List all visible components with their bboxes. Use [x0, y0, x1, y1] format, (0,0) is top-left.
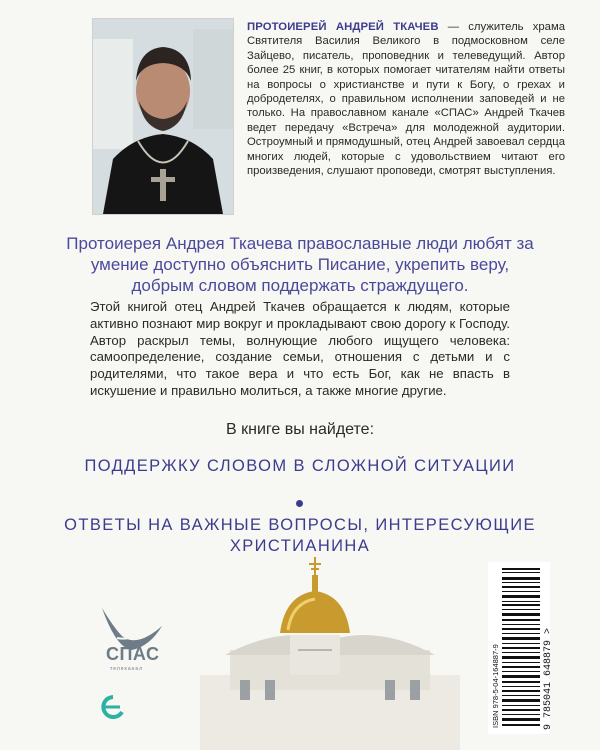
author-bio [247, 20, 565, 178]
author-photo [92, 18, 234, 215]
feature-answers [0, 515, 600, 557]
feature-support-text: ПОДДЕРЖКУ СЛОВОМ В СЛОЖНОЙ СИТУАЦИИ [84, 457, 516, 475]
author-name: ПРОТОИЕРЕЙ АНДРЕЙ ТКАЧЕВ [247, 21, 439, 33]
author-portrait-image [93, 19, 233, 214]
feature-answers-text: ОТВЕТЫ НА ВАЖНЫЕ ВОПРОСЫ, ИНТЕРЕСУЮЩИЕ ХРИСТИАНИНА [64, 516, 536, 555]
book-description: Этой книгой отец Андрей Ткачев обращается к людям, которые активно познают мир вокруг и прокладывают свою дорогу к Господу. Автор раскрыл темы, волнующие любого ищущего человека: самоопределение, создание семьи, отношения с детьми и с родителями, что такое вера и что есть Бог, как не впасть в искушение и правильно молиться, а также многие другие. [90, 299, 510, 398]
feature-bullet [296, 500, 303, 507]
spas-logo-text: СПАС [106, 644, 160, 664]
barcode-number: 9 785041 648879 > [543, 627, 554, 730]
barcode-bars [502, 568, 540, 728]
isbn-text: ISBN 978-5-04-164887-9 [491, 644, 500, 728]
find-heading: В книге вы найдете: [225, 421, 375, 438]
church-image [180, 555, 480, 750]
spas-dove-icon [92, 598, 172, 688]
feature-support [0, 456, 600, 477]
author-bio-text: — служитель храма Святителя Василия Великого в подмосковном селе Зайцево, писатель, проповедник и телеведущий. Автор более 25 книг, в которых помогает читателям найти ответы на вопросы о христианстве и пути к Богу, о грехах и добродетелях, о правильном исполнении заповедей и не только. На православном канале «СПАС» Андрей Ткачев ведет передачу «Встреча» для молодежной аудитории. Остроумный и прямодушный, отец Андрей завоевал сердца многих людей, которые с удовольствием читают его произведения, слушают проповеди, смотрят выступления. [247, 21, 566, 178]
spas-logo-subtitle: телеканал [110, 666, 144, 672]
highlight-quote: Протоиерея Андрея Ткачева православные люди любят за умение доступно объяснить Писание, укрепить веру, добрым словом поддержать страждущего. [66, 234, 534, 295]
eksmo-logo-icon [100, 694, 126, 720]
